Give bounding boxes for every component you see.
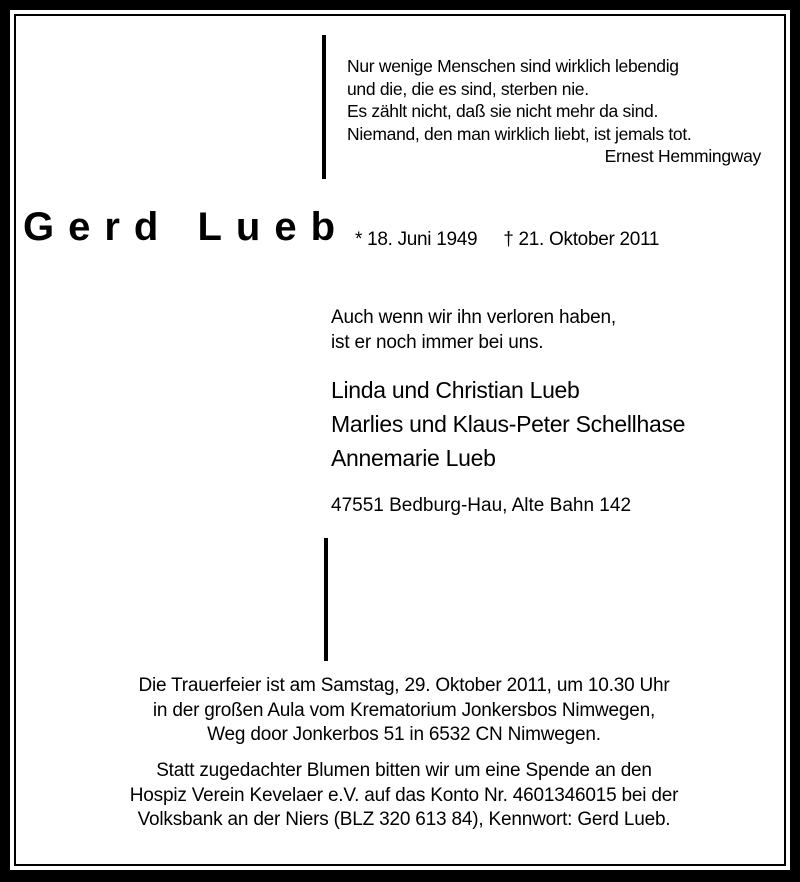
family-member: Linda und Christian Lueb (331, 377, 580, 403)
donation-line: Hospiz Verein Kevelaer e.V. auf das Konto Nr. 4601346015 bei der (129, 784, 679, 806)
family-address: 47551 Bedburg-Hau, Alte Bahn 142 (331, 495, 632, 516)
quote-line: Es zählt nicht, daß sie nicht mehr da sind. (347, 101, 659, 121)
divider-bar-bottom (324, 538, 328, 661)
death-date: † 21. Oktober 2011 (503, 229, 660, 250)
notice-border (14, 14, 786, 866)
donation-line: Volksbank an der Niers (BLZ 320 613 84), Kennwort: Gerd Lueb. (137, 809, 671, 830)
quote-line: Niemand, den man wirklich liebt, ist jemals tot. (347, 123, 692, 144)
quote-line: und die, die es sind, sterben nie. (347, 78, 589, 99)
subtitle (331, 305, 616, 355)
family-member: Marlies und Klaus-Peter Schellhase (331, 411, 686, 437)
quote-block (347, 55, 761, 168)
ceremony-line: Die Trauerfeier ist am Samstag, 29. Oktober 2011, um 10.30 Uhr (138, 675, 670, 696)
birth-date: * 18. Juni 1949 (355, 229, 478, 250)
donation-info (16, 759, 792, 833)
donation-line: Statt zugedachter Blumen bitten wir um eine Spende an den (156, 760, 652, 781)
ceremony-line: Weg door Jonkerbos 51 in 6532 CN Nimwegen. (207, 724, 601, 745)
notice-frame (10, 10, 790, 870)
subtitle-line: Auch wenn wir ihn verloren haben, (331, 307, 616, 328)
family-member: Annemarie Lueb (331, 445, 496, 471)
family-list (331, 373, 685, 475)
subtitle-line: ist er noch immer bei uns. (331, 332, 544, 353)
life-dates (355, 229, 685, 251)
quote-author: Ernest Hemmingway (604, 146, 761, 166)
ceremony-line: in der großen Aula vom Krematorium Jonkersbos Nimwegen, (152, 699, 656, 721)
divider-bar-top (322, 35, 326, 179)
ceremony-info (16, 674, 792, 748)
quote-line: Nur wenige Menschen sind wirklich lebendig (347, 56, 679, 76)
deceased-name: Gerd Lueb (23, 205, 350, 249)
